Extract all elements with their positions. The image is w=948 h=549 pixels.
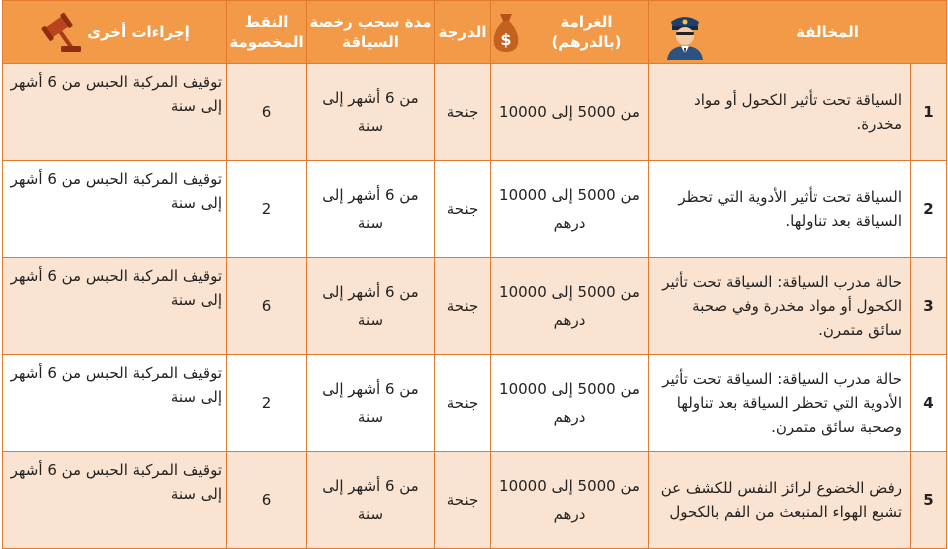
degree-cell: جنحة — [435, 355, 491, 452]
row-number: 1 — [911, 64, 947, 161]
police-officer-icon — [657, 4, 713, 60]
fine-cell: من 5000 إلى 10000 درهم — [491, 452, 649, 549]
table-row — [3, 64, 947, 161]
degree-cell: جنحة — [435, 161, 491, 258]
penalties-table-container — [2, 0, 946, 521]
header-other — [3, 1, 227, 64]
row-number: 4 — [911, 355, 947, 452]
fine-cell: من 5000 إلى 10000 درهم — [491, 258, 649, 355]
other-measures-cell: توقيف المركبة الحبس من 6 أشهر إلى سنة — [3, 64, 227, 161]
header-degree: الدرجة — [435, 1, 491, 64]
table-row — [3, 258, 947, 355]
suspension-cell: من 6 أشهر إلى سنة — [307, 452, 435, 549]
points-cell: 2 — [227, 355, 307, 452]
points-cell: 2 — [227, 161, 307, 258]
other-measures-cell: توقيف المركبة الحبس من 6 أشهر إلى سنة — [3, 161, 227, 258]
violation-cell: السياقة تحت تأثير الكحول أو مواد مخدرة. — [649, 64, 911, 161]
header-fine-label: الغرامة (بالدرهم) — [551, 13, 622, 51]
fine-cell: من 5000 إلى 10000 — [491, 64, 649, 161]
points-cell: 6 — [227, 258, 307, 355]
violation-cell: حالة مدرب السياقة: السياقة تحت تأثير الأدوية التي تحظر السياقة بعد تناولها وصحبة سائق متمرن. — [649, 355, 911, 452]
degree-cell: جنحة — [435, 452, 491, 549]
header-row — [3, 1, 947, 64]
row-number: 5 — [911, 452, 947, 549]
violation-cell: السياقة تحت تأثير الأدوية التي تحظر السياقة بعد تناولها. — [649, 161, 911, 258]
gavel-icon — [39, 10, 83, 54]
degree-cell: جنحة — [435, 258, 491, 355]
table-row — [3, 355, 947, 452]
header-points: النقط المخصومة — [227, 1, 307, 64]
header-suspension: مدة سحب رخصة السياقة — [307, 1, 435, 64]
money-bag-icon — [491, 10, 521, 54]
header-other-label: إجراءات أخرى — [87, 23, 190, 41]
violation-cell: رفض الخضوع لرائز النفس للكشف عن تشبع الهواء المنبعث من الفم بالكحول — [649, 452, 911, 549]
degree-cell: جنحة — [435, 64, 491, 161]
points-cell: 6 — [227, 452, 307, 549]
fine-cell: من 5000 إلى 10000 درهم — [491, 161, 649, 258]
other-measures-cell: توقيف المركبة الحبس من 6 أشهر إلى سنة — [3, 355, 227, 452]
row-number: 2 — [911, 161, 947, 258]
header-fine — [491, 1, 649, 64]
other-measures-cell: توقيف المركبة الحبس من 6 أشهر إلى سنة — [3, 258, 227, 355]
suspension-cell: من 6 أشهر إلى سنة — [307, 64, 435, 161]
points-cell: 6 — [227, 64, 307, 161]
table-row — [3, 161, 947, 258]
header-violation — [649, 1, 947, 64]
suspension-cell: من 6 أشهر إلى سنة — [307, 258, 435, 355]
row-number: 3 — [911, 258, 947, 355]
other-measures-cell: توقيف المركبة الحبس من 6 أشهر إلى سنة — [3, 452, 227, 549]
header-violation-label: المخالفة — [796, 23, 859, 41]
suspension-cell: من 6 أشهر إلى سنة — [307, 355, 435, 452]
penalties-table — [2, 0, 947, 549]
suspension-cell: من 6 أشهر إلى سنة — [307, 161, 435, 258]
table-row — [3, 452, 947, 549]
violation-cell: حالة مدرب السياقة: السياقة تحت تأثير الكحول أو مواد مخدرة وفي صحبة سائق متمرن. — [649, 258, 911, 355]
fine-cell: من 5000 إلى 10000 درهم — [491, 355, 649, 452]
svg-text:$: $ — [500, 30, 512, 49]
